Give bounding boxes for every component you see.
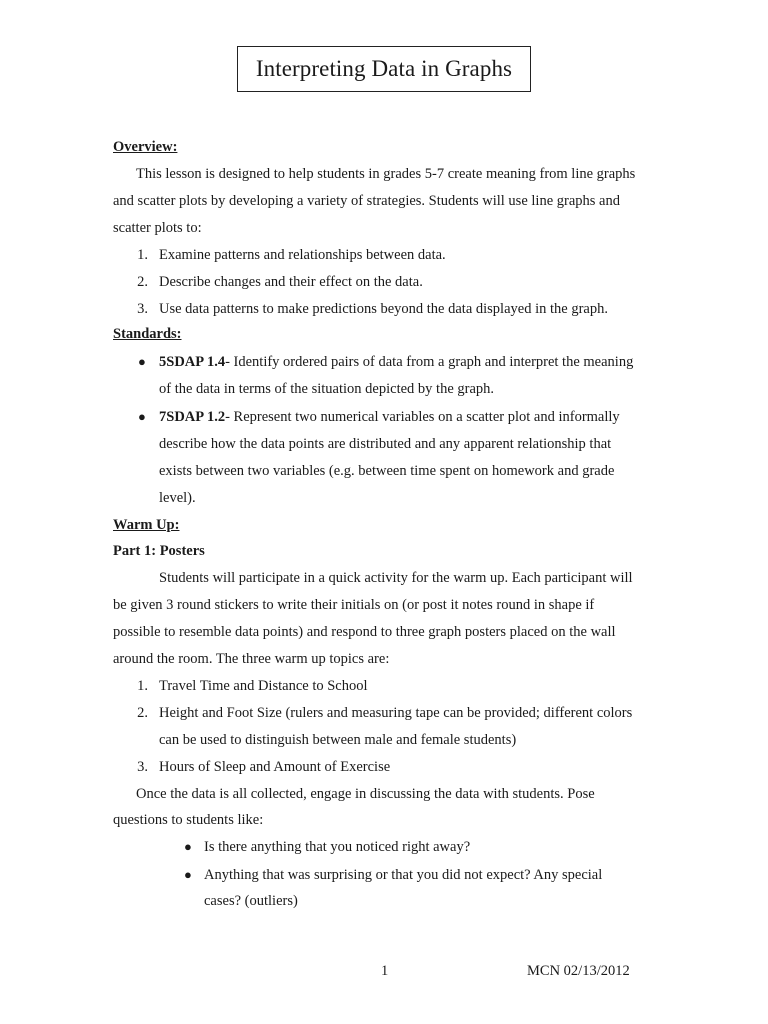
standard-text: of the data in terms of the situation depicted by the graph. bbox=[159, 381, 495, 397]
list-number: 3. bbox=[137, 301, 148, 317]
standard-text: exists between two variables (e.g. between time spent on homework and grade bbox=[159, 463, 615, 479]
standard-code: 7SDAP 1.2 bbox=[159, 409, 226, 425]
warmup-paragraph-line: around the room. The three warm up topics are: bbox=[113, 651, 390, 667]
list-number: 2. bbox=[137, 705, 148, 721]
bullet-icon: ● bbox=[184, 839, 192, 854]
standard-text: describe how the data points are distributed and any apparent relationship that bbox=[159, 436, 612, 452]
list-number: 1. bbox=[137, 678, 148, 694]
overview-paragraph-line: scatter plots to: bbox=[113, 220, 202, 236]
standard-text: level). bbox=[159, 490, 196, 506]
warmup-paragraph-line: possible to resemble data points) and respond to three graph posters placed on the wall bbox=[113, 624, 616, 640]
topic-item: can be used to distinguish between male and female students) bbox=[159, 732, 517, 748]
list-number: 1. bbox=[137, 247, 148, 263]
standards-heading: Standards: bbox=[113, 326, 182, 342]
warmup-paragraph-line: be given 3 round stickers to write their initials on (or post it notes round in shape if bbox=[113, 597, 595, 613]
question-item: Is there anything that you noticed right away? bbox=[204, 839, 471, 855]
topic-item: Height and Foot Size (rulers and measuring tape can be provided; different colors bbox=[159, 705, 633, 721]
warmup-paragraph-line: questions to students like: bbox=[113, 812, 264, 828]
part-heading: Part 1: Posters bbox=[113, 543, 205, 559]
document-title: Interpreting Data in Graphs bbox=[237, 46, 531, 92]
bullet-icon: ● bbox=[138, 409, 146, 424]
list-number: 3. bbox=[137, 759, 148, 775]
page-number: 1 bbox=[381, 963, 389, 979]
standard-code: 5SDAP 1.4 bbox=[159, 354, 226, 370]
warmup-paragraph-line: Once the data is all collected, engage in discussing the data with students. Pose bbox=[136, 786, 595, 802]
bullet-icon: ● bbox=[138, 354, 146, 369]
footer-stamp: MCN 02/13/2012 bbox=[527, 963, 630, 979]
overview-paragraph-line: and scatter plots by developing a variety of strategies. Students will use line graphs and bbox=[113, 193, 620, 209]
overview-list-item: Examine patterns and relationships between data. bbox=[159, 247, 446, 263]
list-number: 2. bbox=[137, 274, 148, 290]
standard-item bbox=[159, 353, 633, 371]
topic-item: Hours of Sleep and Amount of Exercise bbox=[159, 759, 391, 775]
question-item: Anything that was surprising or that you did not expect? Any special bbox=[204, 867, 603, 883]
standard-text: - Identify ordered pairs of data from a graph and interpret the meaning bbox=[225, 354, 634, 370]
overview-list-item: Use data patterns to make predictions beyond the data displayed in the graph. bbox=[159, 301, 608, 317]
warmup-paragraph-line: Students will participate in a quick activity for the warm up. Each participant will bbox=[159, 570, 633, 586]
bullet-icon: ● bbox=[184, 867, 192, 882]
overview-list-item: Describe changes and their effect on the data. bbox=[159, 274, 423, 290]
standard-text: - Represent two numerical variables on a scatter plot and informally bbox=[225, 409, 620, 425]
topic-item: Travel Time and Distance to School bbox=[159, 678, 368, 694]
question-item: cases? (outliers) bbox=[204, 893, 298, 909]
warmup-heading: Warm Up: bbox=[113, 517, 180, 533]
standard-item bbox=[159, 408, 620, 426]
overview-heading: Overview: bbox=[113, 139, 178, 155]
overview-paragraph-line: This lesson is designed to help students in grades 5-7 create meaning from line graphs bbox=[136, 166, 636, 182]
